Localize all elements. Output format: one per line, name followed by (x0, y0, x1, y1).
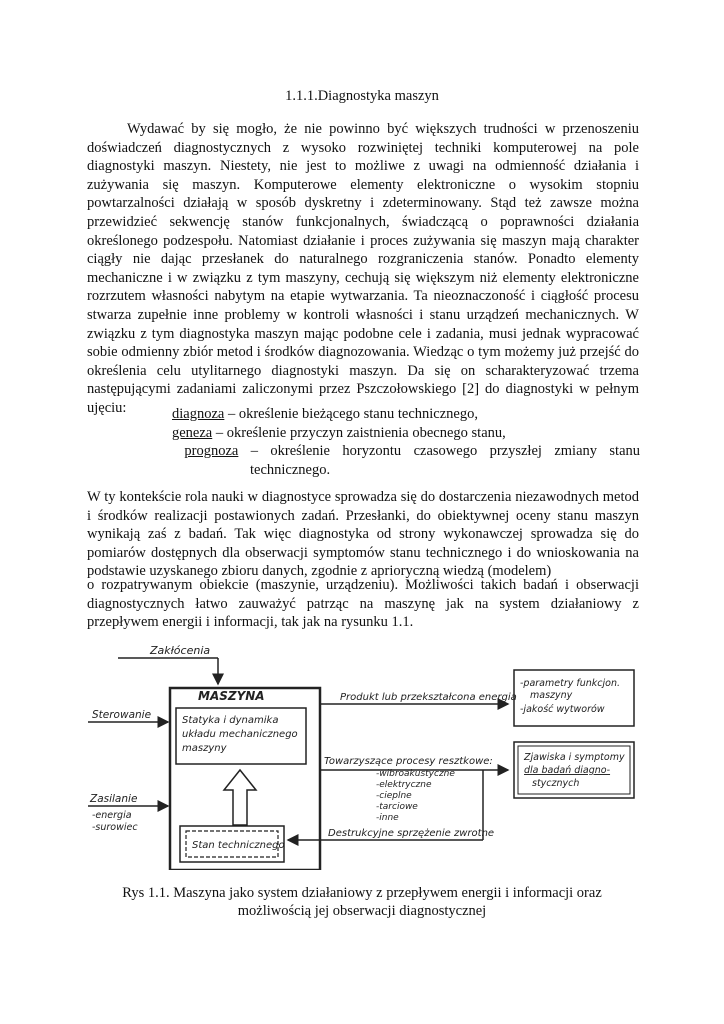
definition-prognoza (172, 442, 640, 461)
label-out1-2: maszyny (530, 690, 573, 701)
disturbance-input (118, 644, 218, 684)
label-statyka-1: Statyka i dynamika (182, 715, 279, 726)
caption-line-2: możliwością jej obserwacji diagnostycznej (237, 903, 487, 919)
definition-text: – określenie horyzontu czasowego przyszłej zmiany stanu (238, 443, 641, 460)
term-geneza: geneza (172, 424, 213, 441)
figure-caption (0, 884, 724, 920)
label-zaklocenia: Zakłócenia (150, 644, 211, 657)
label-energia: -energia (92, 810, 132, 821)
label-out2-1: Zjawiska i symptomy (524, 752, 625, 763)
state-influence-arrow (224, 770, 256, 825)
label-stan: Stan technicznego (192, 840, 285, 851)
label-proc-5: -inne (376, 813, 399, 823)
label-proc-2: -elektryczne (376, 780, 432, 790)
definitions-list (172, 405, 640, 479)
label-out2-2: dla badań diagno- (524, 765, 611, 776)
definition-text: – określenie przyczyn zaistnienia obecnego stanu, (212, 424, 506, 441)
definition-diagnoza (172, 405, 640, 424)
label-out1-1: -parametry funkcjon. (520, 678, 620, 689)
paragraph-system: o rozpatrywanym obiekcie (maszynie, urządzeniu). Możliwości takich badań i obserwacji diagnostycznych łatwo zauważyć patrząc na maszynę jak na system działaniowy z przepływem energii i informacji, tak jak na rysunku 1.1. (87, 577, 639, 631)
product-output (320, 692, 517, 704)
term-prognoza: prognoza (184, 443, 239, 460)
label-destrukcyjne: Destrukcyjne sprzężenie zwrotne (328, 828, 495, 839)
caption-line-1: Rys 1.1. Maszyna jako system działaniowy z przepływem energii i informacji oraz (122, 885, 602, 901)
definition-geneza (172, 424, 640, 443)
label-proc-4: -tarciowe (376, 802, 418, 812)
residual-processes (320, 756, 508, 823)
label-statyka-2: układu mechanicznego (182, 729, 298, 740)
label-statyka-3: maszyny (182, 743, 227, 754)
label-surowiec: -surowiec (92, 822, 138, 833)
term-diagnoza: diagnoza (172, 406, 225, 422)
label-zasilanie: Zasilanie (90, 793, 138, 805)
label-out1-3: -jakość wytworów (520, 704, 605, 715)
paragraph-context: W ty kontekście rola nauki w diagnostyce sprowadza się do dostarczenia niezawodnych metod i środków realizacji postawionych zadań. Przesłanki, do obiektywnej oceny stanu maszyn wynikają zaś z badań. Tak więc diagnostyka od strony wykonawczej sprowadza się do pomiarów dostępnych dla obserwacji symptomów stanu technicznego i do wnioskowania na podstawie uzyskanego zbioru danych, zgodnie z aprioryczną wiedzą (modelem) (87, 489, 639, 580)
machine-system-diagram (78, 640, 648, 870)
definition-text: – określenie bieżącego stanu technicznego, (224, 406, 478, 422)
label-produkt: Produkt lub przekształcona energia (340, 692, 517, 703)
control-input (88, 709, 168, 722)
label-sterowanie: Sterowanie (92, 709, 152, 721)
label-out2-3: stycznych (532, 778, 580, 789)
page-title: 1.1.1.Diagnostyka maszyn (285, 88, 439, 104)
power-input (88, 793, 168, 833)
label-maszyna: MASZYNA (198, 689, 265, 703)
label-proc-1: -wibroakustyczne (376, 769, 455, 779)
paragraph-intro: Wydawać by się mogło, że nie powinno być większych trudności w przenoszeniu doświadczeń diagnostycznych z wysoko rozwiniętej techniki komputerowej na pole diagnostyki maszyn. Niestety, nie jest to możliwe z uwagi na odmienność działania i zużywania się maszyn. Komputerowe elementy elektroniczne o wysokim stopniu powtarzalności działają w sposób dyskretny i zdeterminowany. Stąd też zawsze można przewidzieć sekwencję stanów funkcjonalnych, świadczącą o poprawności działania określonego podzespołu. Natomiast działanie i proces zużywania się maszyn mają charakter ciągły nie dając przesłanek do naturalnego rozgraniczenia stanów. Ponadto elementy mechaniczne i w związku z tym maszyny, cechują się większym niż elementy elektroniczne rozrzutem własności nabytym na etapie wytwarzania. Ta nieoznaczoność i ciągłość procesu stwarza zupełnie inne problemy w kontroli własności i stanu urządzeń mechanicznych. W związku z tym diagnostyka maszyn mając podobne cele i zadania, musi jednak wypracować sobie odmienny zbiór metod i środków diagnozowania. Wiedząc o tym możemy już przejść do określenia celu utylitarnego diagnostyki maszyn. Da się on scharakteryzować trzema następującymi zadaniami zaliczonymi przez Pszczołowskiego [2] do diagnostyki w pełnym ujęciu: (87, 121, 639, 416)
definition-prognoza-cont: technicznego. (250, 461, 331, 478)
label-towarzyszace: Towarzyszące procesy resztkowe: (324, 756, 493, 767)
label-proc-3: -cieplne (376, 791, 412, 801)
